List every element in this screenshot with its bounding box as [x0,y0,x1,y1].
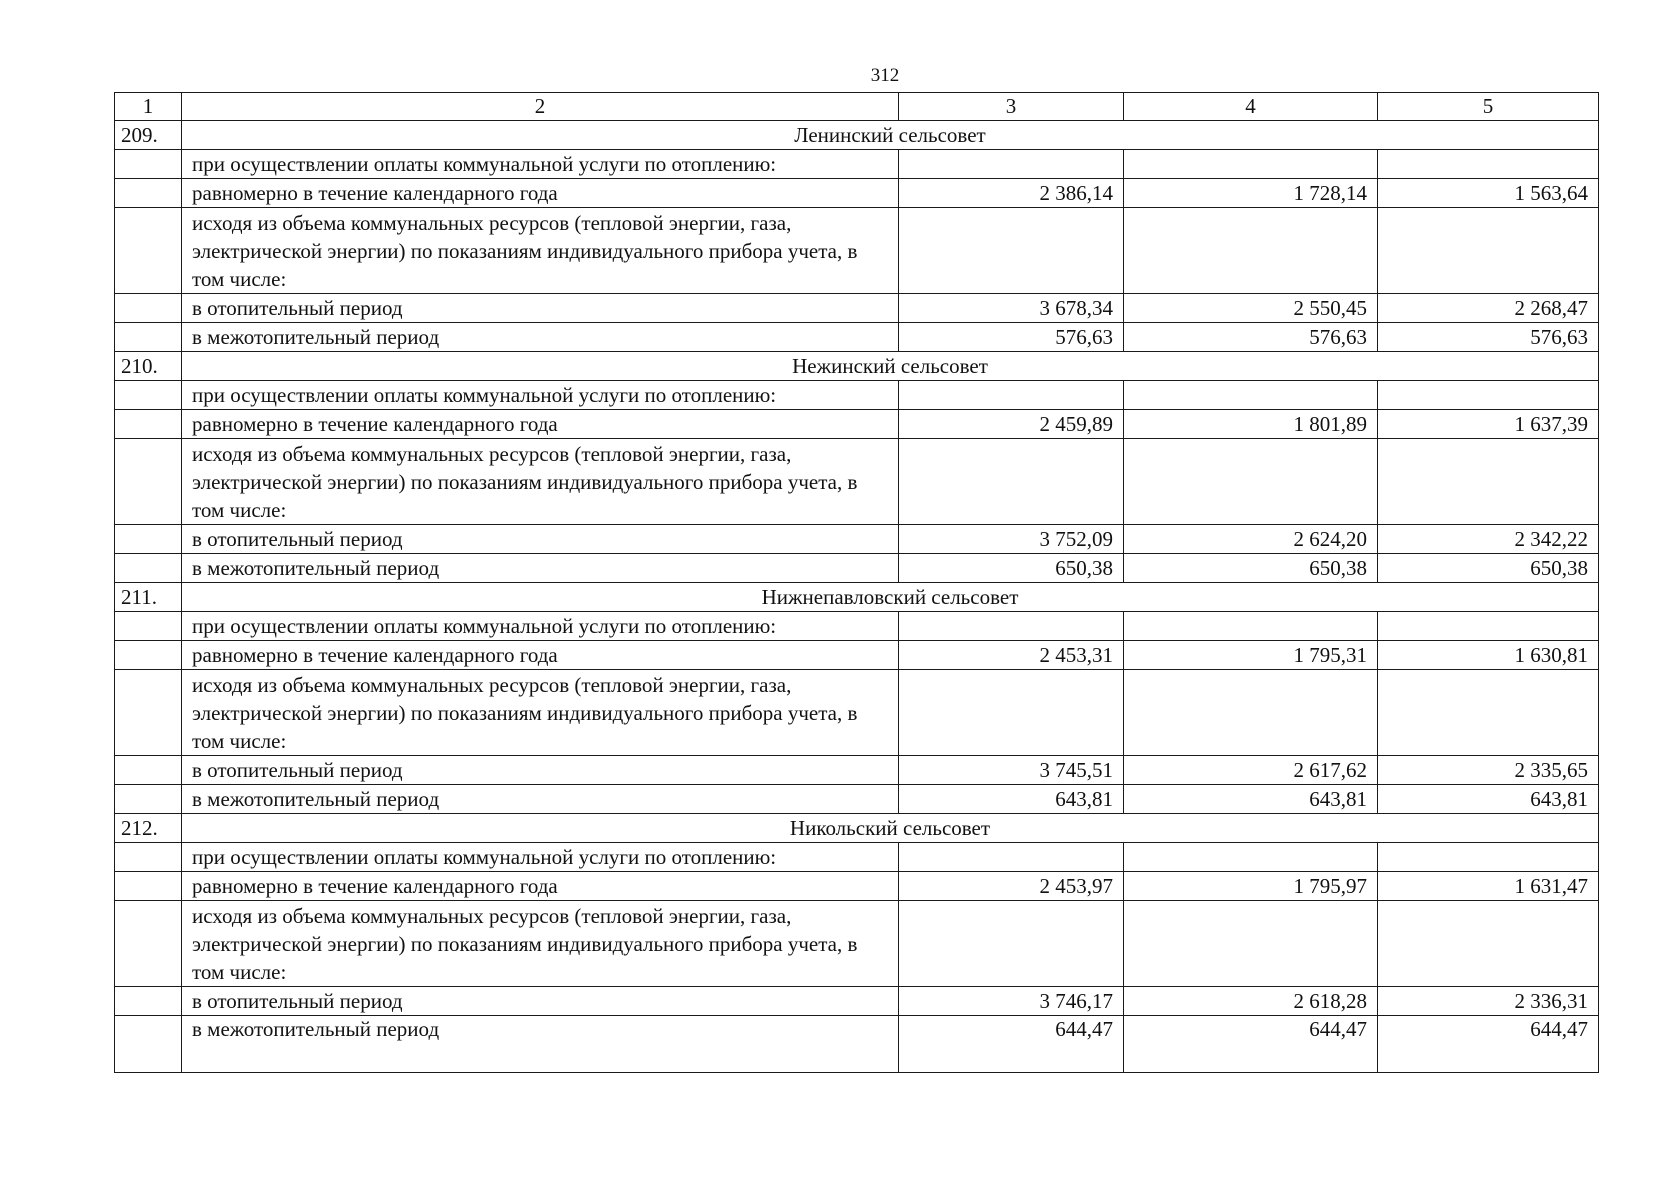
value-col-4 [1124,612,1378,641]
table-row [115,525,1599,554]
header-row [115,93,1599,121]
value-col-4 [1124,843,1378,872]
value-col-4: 2 617,62 [1124,756,1378,785]
row-number-cell [115,525,182,554]
row-label: при осуществлении оплаты коммунальной услуги по отоплению: [182,150,899,179]
row-label: в межотопительный период [182,554,899,583]
header-cell-5: 5 [1378,93,1599,121]
value-col-5 [1378,901,1599,987]
row-label: в отопительный период [182,987,899,1016]
table-row [115,439,1599,525]
header-cell-4: 4 [1124,93,1378,121]
table-row [115,612,1599,641]
value-col-5: 2 335,65 [1378,756,1599,785]
value-col-4 [1124,901,1378,987]
table-row [115,1016,1599,1073]
value-col-4 [1124,670,1378,756]
value-col-3: 3 752,09 [899,525,1124,554]
table-row [115,554,1599,583]
value-col-4 [1124,150,1378,179]
row-number-cell [115,670,182,756]
row-number-cell [115,150,182,179]
value-col-4: 644,47 [1124,1016,1378,1073]
value-col-3 [899,670,1124,756]
table-row [115,670,1599,756]
value-col-4: 1 795,31 [1124,641,1378,670]
section-row [115,352,1599,381]
value-col-5 [1378,843,1599,872]
value-col-5 [1378,612,1599,641]
table-row [115,843,1599,872]
table-row [115,785,1599,814]
value-col-5: 643,81 [1378,785,1599,814]
section-number: 209. [115,121,182,150]
value-col-5: 650,38 [1378,554,1599,583]
row-number-cell [115,323,182,352]
value-col-3: 3 745,51 [899,756,1124,785]
row-label: исходя из объема коммунальных ресурсов (тепловой энергии, газа, электрической энергии) по показаниям индивидуального прибора учета, в том числе: [182,208,899,294]
value-col-3 [899,901,1124,987]
table-row [115,987,1599,1016]
row-number-cell [115,901,182,987]
value-col-3: 644,47 [899,1016,1124,1073]
row-number-cell [115,785,182,814]
value-col-5: 2 268,47 [1378,294,1599,323]
table-row [115,323,1599,352]
value-col-4 [1124,439,1378,525]
section-number: 212. [115,814,182,843]
row-label: равномерно в течение календарного года [182,641,899,670]
value-col-4 [1124,208,1378,294]
row-number-cell [115,294,182,323]
value-col-3: 2 459,89 [899,410,1124,439]
row-label: равномерно в течение календарного года [182,179,899,208]
table-body [115,93,1599,1073]
value-col-4: 2 624,20 [1124,525,1378,554]
row-label: в межотопительный период [182,785,899,814]
section-title: Нежинский сельсовет [182,352,1599,381]
value-col-3 [899,612,1124,641]
value-col-3: 2 386,14 [899,179,1124,208]
table-row [115,756,1599,785]
value-col-4: 650,38 [1124,554,1378,583]
value-col-4: 1 795,97 [1124,872,1378,901]
row-label: исходя из объема коммунальных ресурсов (тепловой энергии, газа, электрической энергии) по показаниям индивидуального прибора учета, в том числе: [182,670,899,756]
value-col-3 [899,150,1124,179]
header-cell-1: 1 [115,93,182,121]
value-col-5: 1 563,64 [1378,179,1599,208]
row-number-cell [115,439,182,525]
row-label: исходя из объема коммунальных ресурсов (тепловой энергии, газа, электрической энергии) по показаниям индивидуального прибора учета, в том числе: [182,439,899,525]
value-col-3 [899,208,1124,294]
row-label: в отопительный период [182,756,899,785]
row-number-cell [115,756,182,785]
value-col-5: 644,47 [1378,1016,1599,1073]
value-col-5: 1 631,47 [1378,872,1599,901]
row-number-cell [115,179,182,208]
value-col-4: 2 550,45 [1124,294,1378,323]
table-row [115,901,1599,987]
row-label: в межотопительный период [182,323,899,352]
value-col-4: 576,63 [1124,323,1378,352]
value-col-5 [1378,670,1599,756]
table-row [115,294,1599,323]
row-number-cell [115,410,182,439]
section-title: Нижнепавловский сельсовет [182,583,1599,612]
value-col-5: 1 630,81 [1378,641,1599,670]
value-col-3: 643,81 [899,785,1124,814]
row-label: равномерно в течение календарного года [182,410,899,439]
row-number-cell [115,641,182,670]
value-col-3: 2 453,97 [899,872,1124,901]
section-title: Ленинский сельсовет [182,121,1599,150]
row-label: в отопительный период [182,294,899,323]
row-label: в отопительный период [182,525,899,554]
tariff-table [114,92,1599,1073]
row-number-cell [115,987,182,1016]
row-number-cell [115,843,182,872]
table-row [115,641,1599,670]
value-col-5 [1378,150,1599,179]
table-row [115,410,1599,439]
value-col-4: 643,81 [1124,785,1378,814]
value-col-5: 576,63 [1378,323,1599,352]
value-col-4 [1124,381,1378,410]
row-label: равномерно в течение календарного года [182,872,899,901]
section-row [115,814,1599,843]
header-cell-2: 2 [182,93,899,121]
row-label: при осуществлении оплаты коммунальной услуги по отоплению: [182,843,899,872]
value-col-5: 1 637,39 [1378,410,1599,439]
value-col-3: 650,38 [899,554,1124,583]
value-col-5 [1378,381,1599,410]
section-title: Никольский сельсовет [182,814,1599,843]
row-label: при осуществлении оплаты коммунальной услуги по отоплению: [182,612,899,641]
table-row [115,150,1599,179]
row-label: в межотопительный период [182,1016,899,1073]
row-number-cell [115,872,182,901]
value-col-4: 2 618,28 [1124,987,1378,1016]
table-row [115,381,1599,410]
value-col-3: 576,63 [899,323,1124,352]
table-row [115,179,1599,208]
row-label: при осуществлении оплаты коммунальной услуги по отоплению: [182,381,899,410]
value-col-3 [899,439,1124,525]
section-row [115,121,1599,150]
value-col-5 [1378,208,1599,294]
section-number: 210. [115,352,182,381]
table-row [115,208,1599,294]
row-number-cell [115,1016,182,1073]
value-col-3: 3 746,17 [899,987,1124,1016]
value-col-4: 1 728,14 [1124,179,1378,208]
value-col-3: 2 453,31 [899,641,1124,670]
row-number-cell [115,554,182,583]
page-number: 312 [870,65,900,86]
header-cell-3: 3 [899,93,1124,121]
row-number-cell [115,208,182,294]
value-col-3 [899,381,1124,410]
section-number: 211. [115,583,182,612]
value-col-3: 3 678,34 [899,294,1124,323]
value-col-5 [1378,439,1599,525]
table-row [115,872,1599,901]
row-number-cell [115,381,182,410]
section-row [115,583,1599,612]
value-col-3 [899,843,1124,872]
value-col-5: 2 342,22 [1378,525,1599,554]
row-number-cell [115,612,182,641]
value-col-4: 1 801,89 [1124,410,1378,439]
row-label: исходя из объема коммунальных ресурсов (тепловой энергии, газа, электрической энергии) по показаниям индивидуального прибора учета, в том числе: [182,901,899,987]
value-col-5: 2 336,31 [1378,987,1599,1016]
